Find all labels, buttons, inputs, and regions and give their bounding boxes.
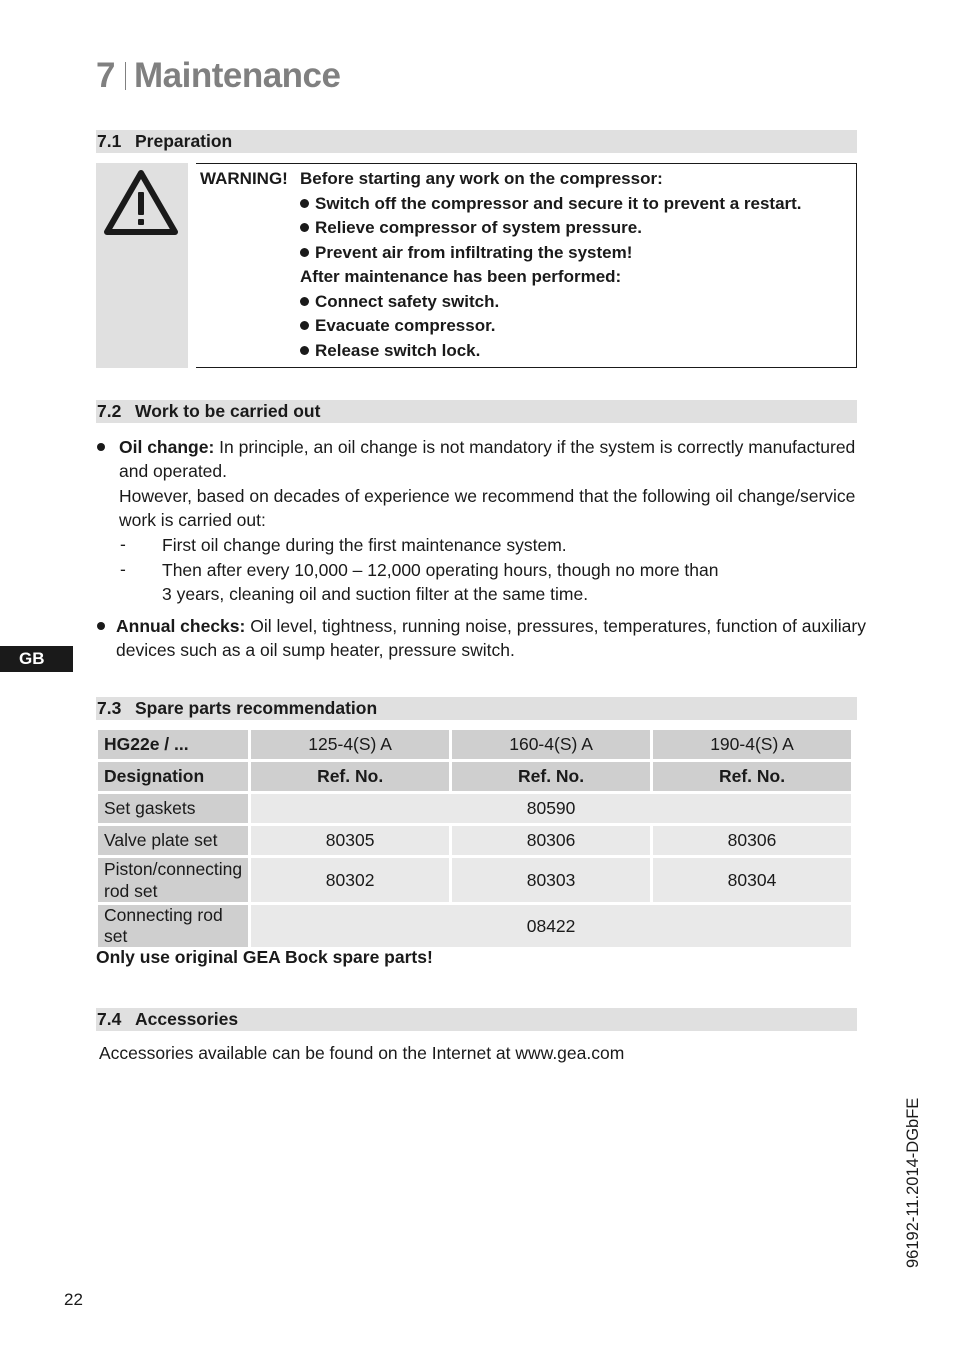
document-id: 96192-11.2014-DGbFE [904, 1097, 922, 1268]
warning-item: Relieve compressor of system pressure. [300, 218, 802, 243]
sub-item-interval: Then after every 10,000 – 12,000 operating hours, though no more than 3 years, cleaning oil and suction filter at the same time. [162, 560, 719, 605]
bullet-icon [300, 248, 309, 257]
accessories-text: Accessories available can be found on the Internet at www.gea.com [99, 1043, 625, 1063]
oil-change-label: Oil change: [119, 437, 215, 457]
warning-instructions [300, 169, 802, 365]
ref-value: 80304 [653, 858, 851, 902]
table-row [98, 858, 851, 902]
bullet-icon [300, 346, 309, 355]
warning-item: Connect safety switch. [300, 292, 802, 317]
warning-after-intro: After maintenance has been performed: [300, 267, 622, 286]
warning-item: Release switch lock. [300, 341, 802, 366]
bullet-icon [300, 297, 309, 306]
bullet-icon [97, 443, 105, 451]
model-cell: 160-4(S) A [452, 730, 650, 759]
row-label: Valve plate set [98, 826, 248, 855]
row-label: Piston/connecting rod set [98, 858, 248, 902]
ref-value: 08422 [251, 905, 851, 947]
ref-no-header: Ref. No. [452, 762, 650, 791]
warning-box [196, 163, 857, 368]
warning-triangle-icon [103, 168, 179, 238]
row-label: Connecting rod set [98, 905, 248, 947]
spare-parts-note: Only use original GEA Bock spare parts! [96, 947, 433, 967]
chapter-name: Maintenance [133, 56, 341, 95]
ref-value: 80590 [251, 794, 851, 823]
annual-checks-label: Annual checks: [116, 616, 246, 636]
ref-value: 80306 [653, 826, 851, 855]
section-heading-accessories: 7.4 Accessories [96, 1008, 857, 1031]
warning-icon-panel [96, 163, 188, 368]
warning-item: Prevent air from infiltrating the system! [300, 243, 802, 268]
ref-value: 80306 [452, 826, 650, 855]
chapter-number: 7 [96, 56, 115, 95]
bullet-icon [97, 622, 105, 630]
dash-marker: - [120, 534, 126, 554]
model-cell: 125-4(S) A [251, 730, 449, 759]
table-row [98, 762, 851, 791]
warning-item: Switch off the compressor and secure it to prevent a restart. [300, 194, 802, 219]
annual-checks-paragraph: Annual checks: Oil level, tightness, running noise, pressures, temperatures, function of auxiliary devices such as a oil sump heater, pressure switch. [116, 616, 866, 661]
section-heading-spare-parts: 7.3 Spare parts recommendation [96, 697, 857, 720]
chapter-title [96, 56, 340, 96]
bullet-icon [300, 223, 309, 232]
warning-item: Evacuate compressor. [300, 316, 802, 341]
model-label-cell: HG22e / ... [98, 730, 248, 759]
bullet-icon [300, 321, 309, 330]
table-row [98, 794, 851, 823]
section-heading-preparation: 7.1 Preparation [96, 130, 857, 153]
page-number: 22 [64, 1290, 83, 1309]
ref-no-header: Ref. No. [653, 762, 851, 791]
table-row [98, 826, 851, 855]
section-heading-work: 7.2 Work to be carried out [96, 400, 857, 423]
table-row [98, 905, 851, 947]
warning-intro: Before starting any work on the compressor: [300, 169, 663, 188]
warning-label: WARNING! [200, 169, 288, 188]
ref-value: 80305 [251, 826, 449, 855]
table-row [98, 730, 851, 759]
ref-value: 80302 [251, 858, 449, 902]
spare-parts-table [95, 727, 854, 950]
ref-value: 80303 [452, 858, 650, 902]
ref-no-header: Ref. No. [251, 762, 449, 791]
dash-marker: - [120, 559, 126, 579]
oil-change-paragraph: Oil change: In principle, an oil change is not mandatory if the system is correctly manufactured and operated. However, based on decades of experience we recommend that the following oil change/service work is carried out: [119, 437, 856, 531]
language-tab: GB [0, 646, 73, 672]
title-separator [125, 62, 126, 90]
sub-item-first-oil-change: First oil change during the first maintenance system. [162, 535, 567, 555]
row-label: Set gaskets [98, 794, 248, 823]
bullet-icon [300, 199, 309, 208]
designation-header: Designation [98, 762, 248, 791]
model-cell: 190-4(S) A [653, 730, 851, 759]
